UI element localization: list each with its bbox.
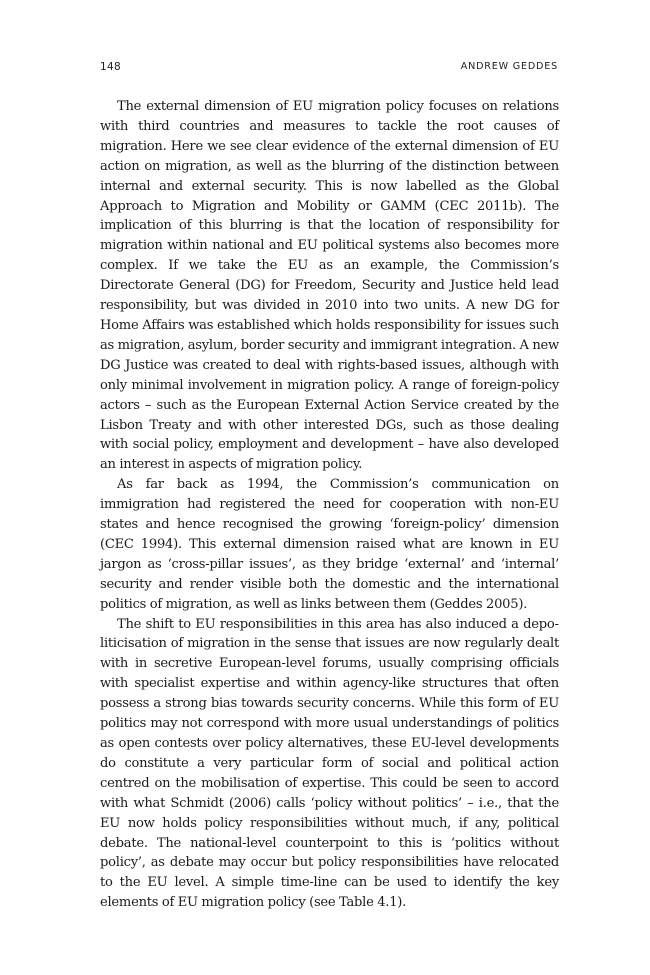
paragraph-commission-communication: As far back as 1994, the Commission’s communication on immigration had registered the need for cooperation with non-EU states and hence recognised the growing ‘foreign-policy’ dimension (CEC 1994). This external dimension raised what are known in EU jargon as ‘cross-pillar issues’, as they bridge ‘external’ and ‘internal’ security and render visible both the domestic and the international politics of migration, as well as links between them (Geddes 2005).	[100, 477, 559, 612]
page-header	[100, 61, 558, 77]
paragraph-depoliticisation: The shift to EU responsibilities in this area has also induced a depoliticisation of migration in the sense that issues are now regularly dealt with in secretive European-level forums, usually comprising officials with specialist expertise and within agency-like structures that often possess a strong bias towards security concerns. While this form of EU politics may not correspond with more usual understandings of politics as open contests over policy alternatives, these EU-level developments do constitute a very particular form of social and political action centred on the mobilisation of expertise. This could be seen to accord with what Schmidt (2006) calls ‘policy without politics’ – i.e., that the EU now holds policy responsibilities without much, if any, political debate. The national-level counterpoint to this is ‘politics without policy’, as debate may occur but policy responsibilities have relocated to the EU level. A simple time-line can be used to identify the key elements of EU migration policy (see Table 4.1).	[100, 616, 559, 911]
paragraph-external-dimension: The external dimension of EU migration policy focuses on relations with third countries and measures to tackle the root causes of migration. Here we see clear evidence of the external dimension of EU action on migration, as well as the blurring of the distinction between internal and external security. This is now labelled as the Global Approach to Migration and Mobility or GAMM (CEC 2011b). The implication of this blurring is that the location of responsibility for migration within national and EU political systems also becomes more complex. If we take the EU as an example, the Commission’s Directorate General (DG) for Freedom, Security and Justice held lead responsibility, but was divided in 2010 into two units. A new DG for Home Affairs was established which holds responsibility for issues such as migration, asylum, border security and immigrant integration. A new DG Justice was created to deal with rights-based issues, although with only minimal involvement in migration policy. A range of foreign-policy actors – such as the European External Action Service created by the Lisbon Treaty and with other interested DGs, such as those dealing with social policy, employment and development – have also developed an interest in aspects of migration policy.	[100, 99, 559, 473]
page-number: 148	[100, 61, 121, 73]
body-text	[100, 97, 559, 913]
running-head-author: ANDREW GEDDES	[460, 61, 558, 72]
